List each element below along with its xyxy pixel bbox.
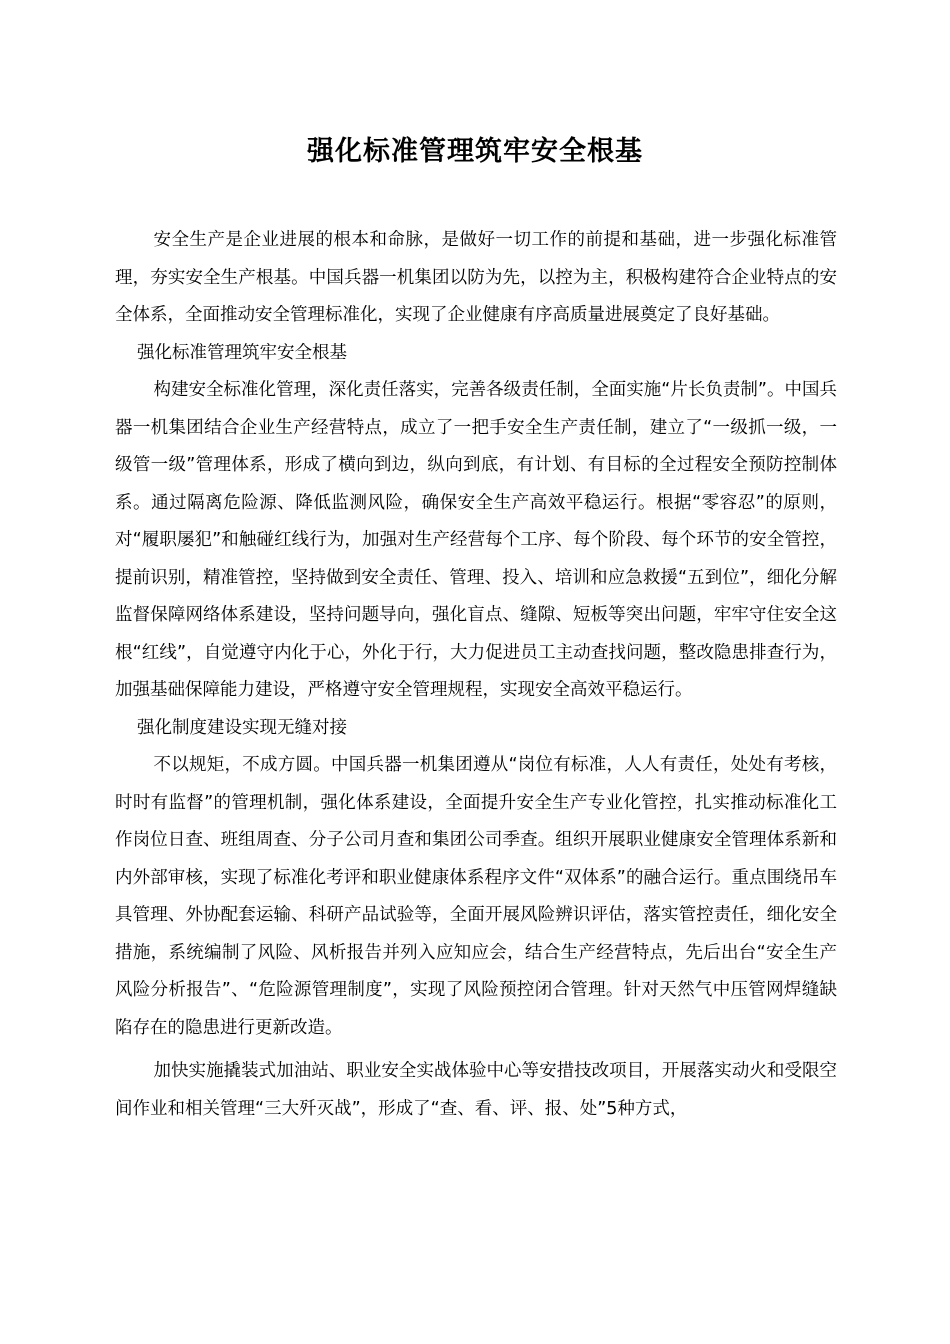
- document-body: [115, 222, 837, 1128]
- document-title: 强化标准管理筑牢安全根基: [307, 136, 643, 167]
- section-1-paragraph: 构建安全标准化管理，深化责任落实，完善各级责任制，全面实施“片长负责制”。中国兵器一机集团结合企业生产经营特点，成立了一把手安全生产责任制，建立了“一级抓一级，一级管一级”管理体系，形成了横向到边，纵向到底，有计划、有目标的全过程安全预防控制体系。通过隔离危险源、降低监测风险，确保安全生产高效平稳运行。根据“零容忍”的原则，对“履职屡犯”和触碰红线行为，加强对生产经营每个工序、每个阶段、每个环节的安全管控，提前识别，精准管控，坚持做到安全责任、管理、投入、培训和应急救援“五到位”，细化分解监督保障网络体系建设，坚持问题导向，强化盲点、缝隙、短板等突出问题，牢牢守住安全这根“红线”，自觉遵守内化于心，外化于行，大力促进员工主动查找问题，整改隐患排查行为，加强基础保障能力建设，严格遵守安全管理规程，实现安全高效平稳运行。: [115, 380, 837, 700]
- section-heading-1: 强化标准管理筑牢安全根基: [137, 342, 347, 363]
- section-2-paragraph: 不以规矩，不成方圆。中国兵器一机集团遵从“岗位有标准，人人有责任，处处有考核，时时有监督”的管理机制，强化体系建设，全面提升安全生产专业化管控，扎实推动标准化工作岗位日查、班组周查、分子公司月查和集团公司季查。组织开展职业健康安全管理体系新和内外部审核，实现了标准化考评和职业健康体系程序文件“双体系”的融合运行。重点围绕吊车具管理、外协配套运输、科研产品试验等，全面开展风险辨识评估，落实管控责任，细化安全措施，系统编制了风险、风析报告并列入应知应会，结合生产经营特点，先后出台“安全生产风险分析报告”、“危险源管理制度”，实现了风险预控闭合管理。针对天然气中压管网焊缝缺陷存在的隐患进行更新改造。: [115, 755, 837, 1038]
- section-heading-2: 强化制度建设实现无缝对接: [137, 717, 347, 738]
- intro-paragraph: 安全生产是企业进展的根本和命脉，是做好一切工作的前提和基础，进一步强化标准管理，夯实安全生产根基。中国兵器一机集团以防为先，以控为主，积极构建符合企业特点的安全体系，全面推动安全管理标准化，实现了企业健康有序高质量进展奠定了良好基础。: [115, 230, 837, 325]
- section-3-paragraph: 加快实施撬装式加油站、职业安全实战体验中心等安措技改项目，开展落实动火和受限空间作业和相关管理“三大歼灭战”，形成了“查、看、评、报、处”5种方式，: [115, 1061, 837, 1119]
